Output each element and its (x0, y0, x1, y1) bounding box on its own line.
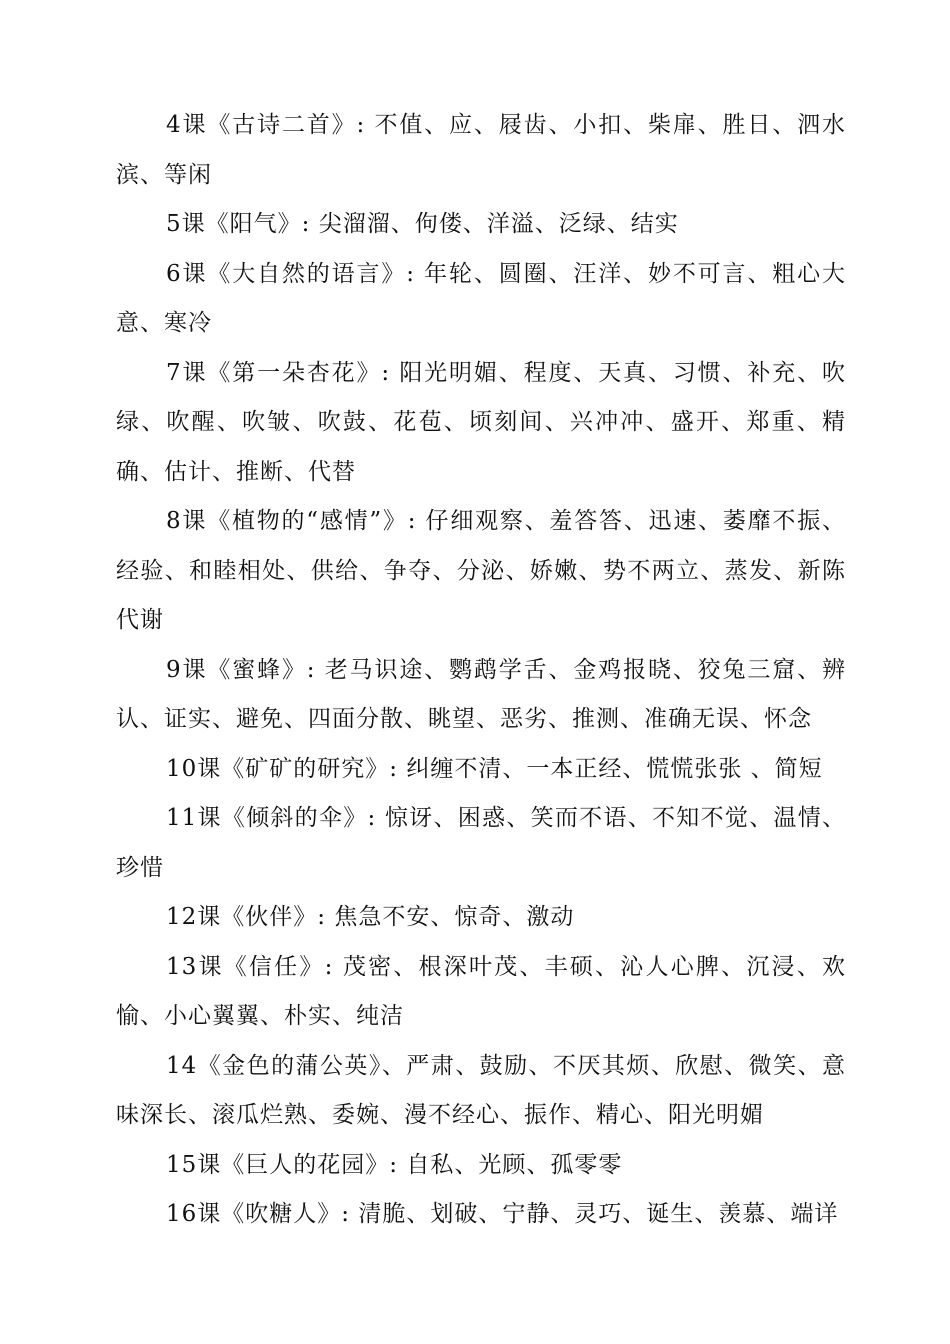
lesson-10-entry: 10课《矿矿的研究》: 纠缠不清、一本正经、慌慌张张 、简短 (166, 755, 823, 782)
vocabulary-list (116, 101, 846, 1240)
lesson-13-entry: 13课《信任》: 茂密、根深叶茂、丰硕、沁人心脾、沉浸、欢愉、小心翼翼、朴实、纯洁 (116, 953, 846, 1029)
lesson-12-entry: 12课《伙伴》: 焦急不安、惊奇、激动 (166, 904, 575, 930)
lesson-7-entry: 7课《第一朵杏花》: 阳光明媚、程度、天真、习惯、补充、吹绿、吹醒、吹皱、吹鼓、花苞、顷刻间、兴冲冲、盛开、郑重、精确、估计、推断、代替 (116, 359, 846, 485)
lesson-9-entry: 9课《蜜蜂》: 老马识途、鹦鹉学舌、金鸡报晓、狡兔三窟、辨认、证实、避免、四面分散、眺望、恶劣、推测、准确无误、怀念 (116, 656, 846, 732)
lesson-8-entry: 8课《植物的“感情”》: 仔细观察、羞答答、迅速、萎靡不振、经验、和睦相处、供给、争夺、分泌、娇嫩、势不两立、蒸发、新陈代谢 (116, 508, 846, 633)
lesson-4-entry: 4课《古诗二首》: 不值、应、屐齿、小扣、柴扉、胜日、泗水滨、等闲 (116, 112, 846, 188)
lesson-15-entry: 15课《巨人的花园》: 自私、光顾、孤零零 (166, 1151, 623, 1178)
lesson-11-entry: 11课《倾斜的伞》: 惊讶、困惑、笑而不语、不知不觉、温情、珍惜 (116, 805, 846, 881)
lesson-6-entry: 6课《大自然的语言》: 年轮、圆圈、汪洋、妙不可言、粗心大意、寒冷 (116, 260, 846, 336)
lesson-14-entry: 14《金色的蒲公英》、严肃、鼓励、不厌其烦、欣慰、微笑、意味深长、滚瓜烂熟、委婉、漫不经心、振作、精心、阳光明媚 (116, 1052, 846, 1128)
lesson-5-entry: 5课《阳气》: 尖溜溜、佝偻、洋溢、泛绿、结实 (166, 211, 679, 237)
lesson-16-entry: 16课《吹糖人》: 清脆、划破、宁静、灵巧、诞生、羡慕、端详 (166, 1201, 839, 1227)
